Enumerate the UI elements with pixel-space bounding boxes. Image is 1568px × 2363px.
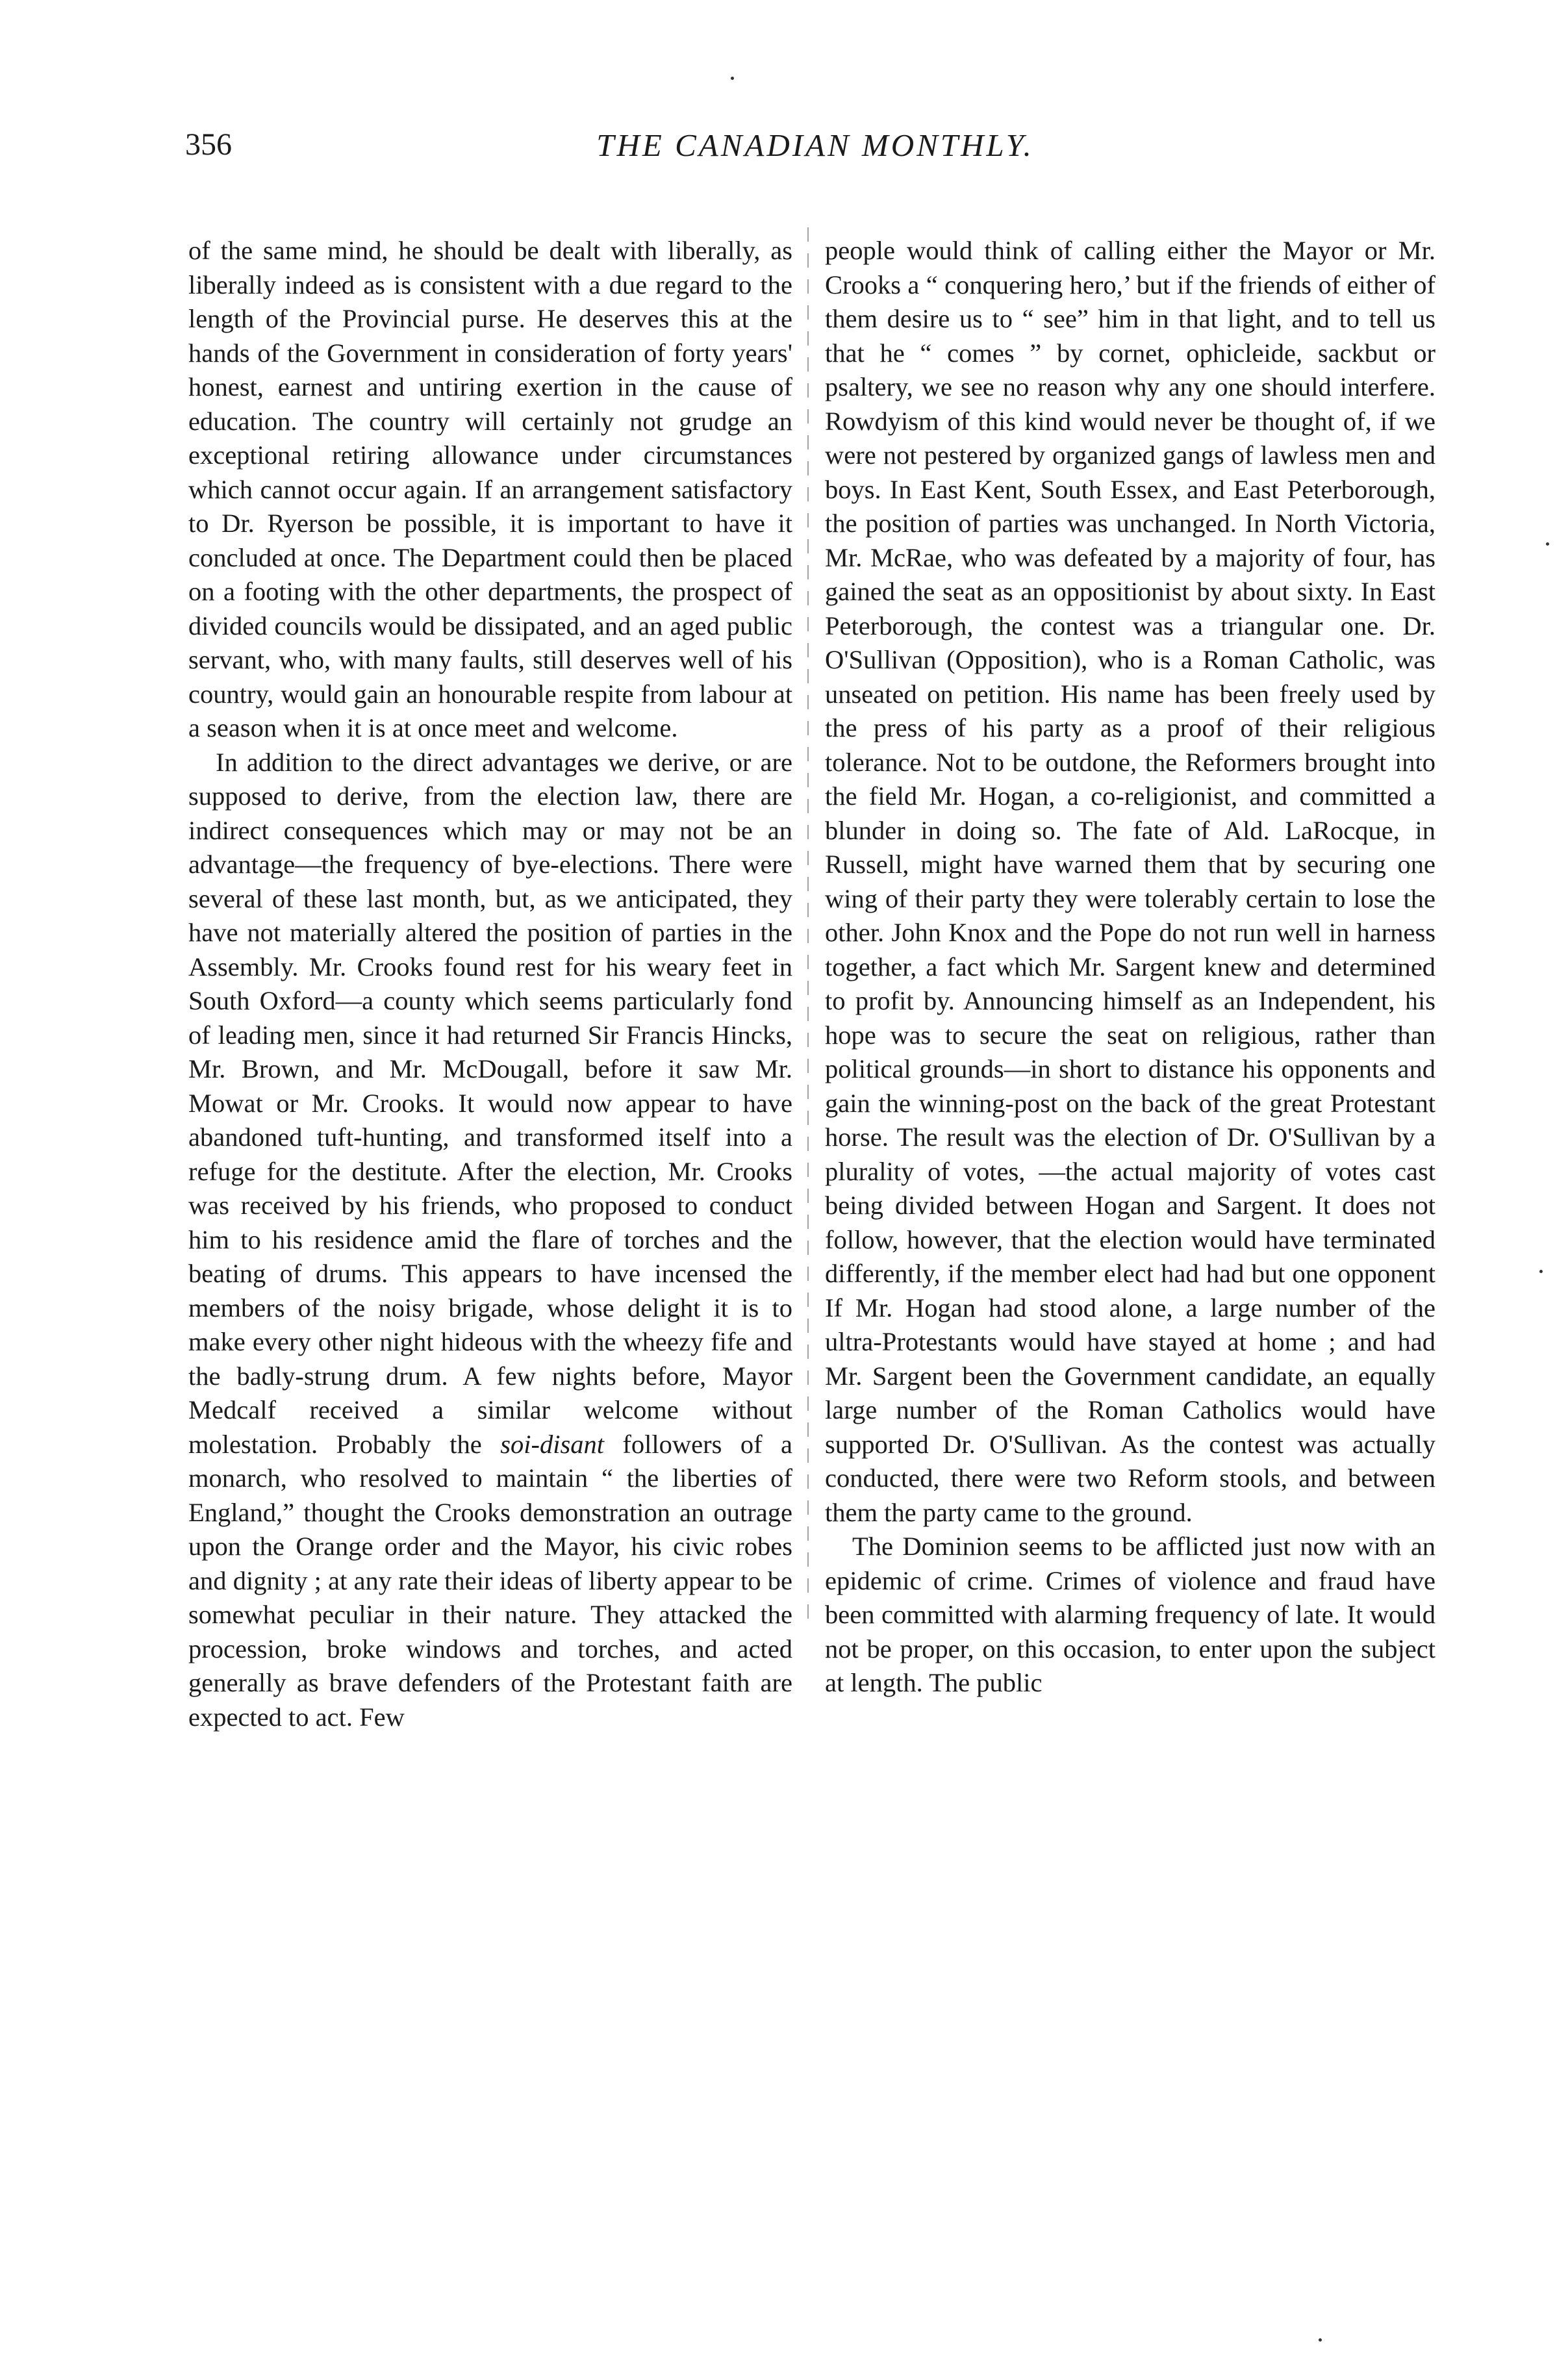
right-column: [825, 234, 1435, 1700]
left-column: [188, 234, 792, 1734]
ink-speck: [731, 77, 734, 80]
left-paragraph-2-text: In addition to the direct advantages we derive, or are supposed to derive, from the election law, there are indirect consequences which may or may not be an advantage—the frequency of bye-elections. There were several of these last month, but, as we anticipated, they have not materially altered the position of parties in the Assembly. Mr. Crooks found rest for his weary feet in South Oxford—a county which seems particularly fond of leading men, since it had returned Sir Francis Hincks, Mr. Brown, and Mr. McDougall, before it saw Mr. Mowat or Mr. Crooks. It would now appear to have abandoned tuft-hunting, and transformed itself into a refuge for the destitute. After the election, Mr. Crooks was received by his friends, who proposed to conduct him to his residence amid the flare of torches and the beating of drums. This appears to have incensed the members of the noisy brigade, whose delight it is to make every other night hideous with the wheezy fife and the badly-strung drum. A few nights before, Mayor Medcalf received a similar welcome without molestation. Probably the: [188, 747, 792, 1459]
left-paragraph-2-italic: soi-disant: [500, 1429, 604, 1459]
left-paragraph-1: of the same mind, he should be dealt with liberally, as liberally indeed as is consistent with a due regard to the length of the Provincial purse. He deserves this at the hands of the Government in consideration of forty years' honest, earnest and untiring exertion in the cause of education. The country will certainly not grudge an exceptional retiring allowance under circumstances which cannot occur again. If an arrangement satisfactory to Dr. Ryerson be possible, it is important to have it concluded at once. The Department could then be placed on a footing with the other departments, the prospect of divided councils would be dissipated, and an aged public servant, who, with many faults, still deserves well of his country, would gain an honourable respite from labour at a season when it is at once meet and welcome.: [188, 236, 792, 742]
ink-speck: [1539, 1270, 1543, 1273]
right-paragraph-2: The Dominion seems to be afflicted just now with an epidemic of crime. Crimes of violence and fraud have been committed with alarming frequency of late. It would not be proper, on this occasion, to enter upon the subject at length. The public: [825, 1532, 1435, 1697]
left-paragraph-2-end: followers of a monarch, who resolved to maintain “ the liberties of England,” thought the Crooks demonstration an outrage upon the Orange order and the Mayor, his civic robes and dignity ; at any rate their ideas of liberty appear to be somewhat peculiar in their nature. They attacked the procession, broke windows and torches, and acted generally as brave defenders of the Protestant faith are expected to act. Few: [188, 1429, 792, 1732]
ink-speck: [1546, 542, 1549, 546]
left-paragraph-2: [188, 746, 792, 1735]
page-header: [185, 127, 1445, 166]
column-divider: [807, 227, 809, 1630]
right-paragraph-1: people would think of calling either the Mayor or Mr. Crooks a “ conquering hero,’ but if the friends of either of them desire us to “ see” him in that light, and to tell us that he “ comes ” by cornet, ophicleide, sackbut or psaltery, we see no reason why any one should interfere. Rowdyism of this kind would never be thought of, if we were not pestered by organized gangs of lawless men and boys. In East Kent, South Essex, and East Peterborough, the position of parties was unchanged. In North Victoria, Mr. McRae, who was defeated by a majority of four, has gained the seat as an oppositionist by about sixty. In East Peterborough, the contest was a triangular one. Dr. O'Sullivan (Opposition), who is a Roman Catholic, was unseated on petition. His name has been freely used by the press of his party as a proof of their religious tolerance. Not to be outdone, the Reformers brought into the field Mr. Hogan, a co-religionist, and committed a blunder in doing so. The fate of Ald. LaRocque, in Russell, might have warned them that by securing one wing of their party they were tolerably certain to lose the other. John Knox and the Pope do not run well in harness together, a fact which Mr. Sargent knew and determined to profit by. Announcing himself as an Independent, his hope was to secure the seat on religious, rather than political grounds—in short to distance his opponents and gain the winning-post on the back of the great Protestant horse. The result was the election of Dr. O'Sullivan by a plurality of votes, —the actual majority of votes cast being divided between Hogan and Sargent. It does not follow, however, that the election would have terminated differently, if the member elect had had but one opponent If Mr. Hogan had stood alone, a large number of the ultra-Protestants would have stayed at home ; and had Mr. Sargent been the Government candidate, an equally large number of the Roman Catholics would have supported Dr. O'Sullivan. As the contest was actually conducted, there were two Reform stools, and between them the party came to the ground.: [825, 236, 1435, 1527]
running-head: THE CANADIAN MONTHLY.: [596, 127, 1034, 163]
ink-speck: [1319, 2338, 1322, 2342]
page-number: 356: [185, 127, 232, 162]
